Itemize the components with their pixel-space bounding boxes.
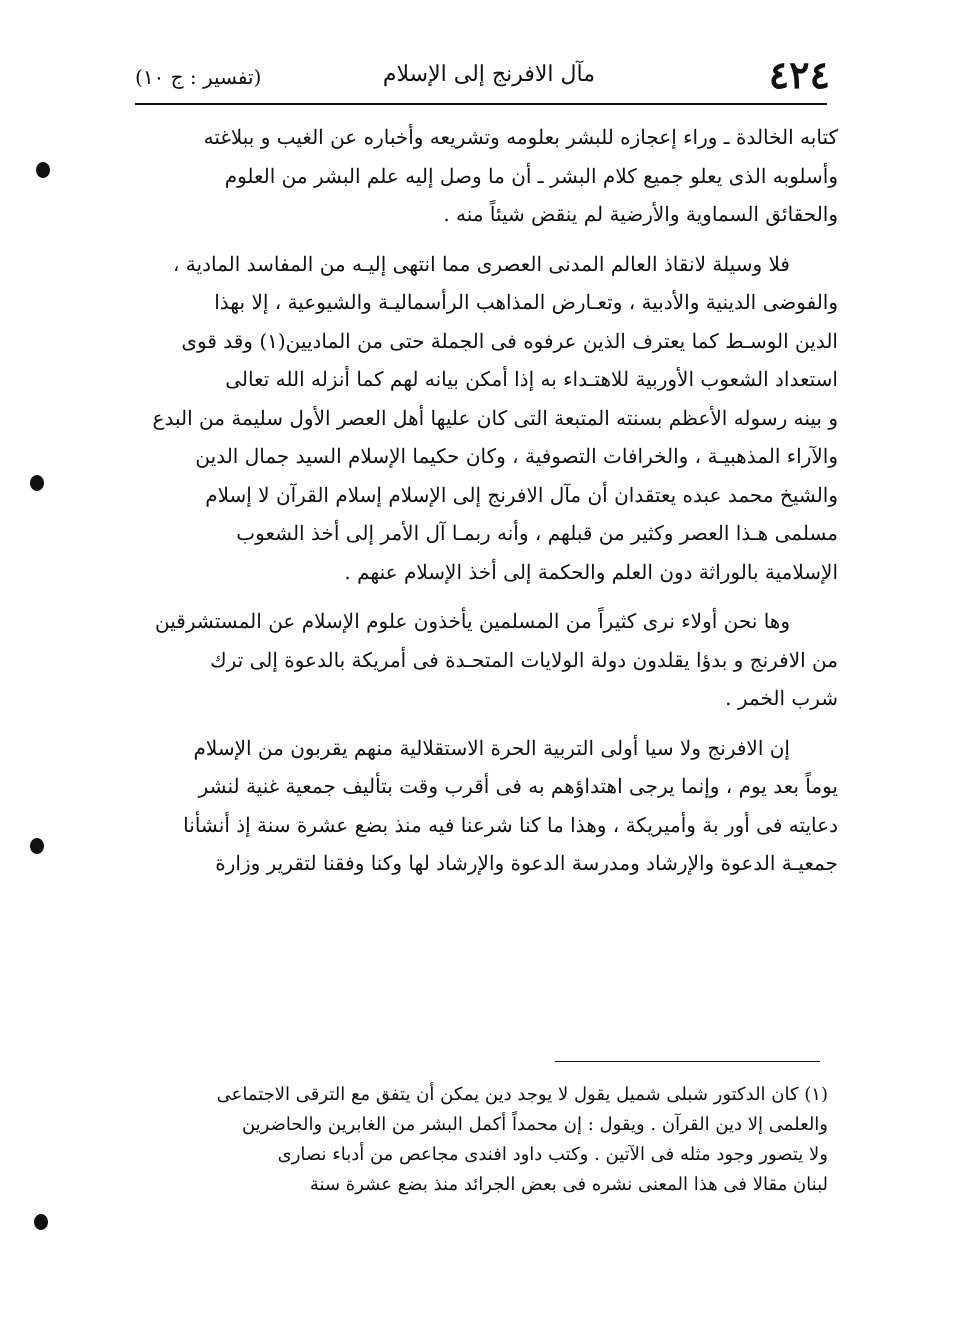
text-line: مسلمى هـذا العصر وكثير من قبلهم ، وأنه ربمـا آل الأمر إلى أخذ الشعوب: [236, 521, 838, 545]
footnote-line: (١) كان الدكتور شبلى شميل يقول لا يوجد دين يمكن أن يتفق مع الترقى الاجتماعى: [216, 1084, 828, 1105]
text-line: الدين الوسـط كما يعترف الذين عرفوه فى الجملة حتى من الماديين(١) وقد قوى: [181, 328, 838, 353]
volume-reference: (تفسير : ج ١٠): [135, 65, 262, 89]
text-line: إن الافرنج ولا سيا أولى التربية الحرة الاستقلالية منهم يقربون من الإسلام: [193, 735, 790, 760]
footnote-line: لبنان مقالا فى هذا المعنى نشره فى بعض الجرائد منذ بضع عشرة سنة: [309, 1174, 828, 1195]
binder-hole-mark: [34, 1214, 48, 1230]
text-line: وأسلوبه الذى يعلو جميع كلام البشر ـ أن ما وصل إليه علم البشر من العلوم: [224, 163, 838, 188]
footnote-line: والعلمى إلا دين القرآن . ويقول : إن محمداً أكمل البشر من الغابرين والحاضرين: [241, 1114, 828, 1135]
text-line: جمعيـة الدعوة والإرشاد ومدرسة الدعوة والإرشاد لها وكنا وفقنا لتقرير وزارة: [215, 851, 838, 875]
text-line: والآراء المذهبيـة ، والخرافات التصوفية ، وكان حكيما الإسلام السيد جمال الدين: [195, 444, 838, 468]
binder-hole-mark: [30, 475, 44, 491]
text-line: وها نحن أولاء نرى كثيراً من المسلمين يأخذون علوم الإسلام عن المستشرقين: [155, 609, 790, 633]
paragraph-4: [128, 729, 838, 883]
page-number: ٤٢٤: [768, 52, 830, 97]
paragraph-1: [128, 118, 838, 234]
text-line: شرب الخمر .: [725, 686, 838, 710]
paragraph-3: [128, 602, 838, 718]
text-line: و بينه رسوله الأعظم بسنته المتبعة التى كان عليها أهل العصر الأول سليمة من البدع: [152, 405, 838, 430]
text-line: والحقائق السماوية والأرضية لم ينقض شيئاً منه .: [443, 202, 838, 226]
running-title: مآل الافرنج إلى الإسلام: [382, 62, 595, 87]
text-line: من الافرنج و بدؤا يقلدون دولة الولايات المتحـدة فى أمريكة بالدعوة إلى ترك: [210, 647, 838, 672]
main-text: [128, 118, 838, 883]
text-line: يوماً بعد يوم ، وإنما يرجى اهتداؤهم به فى أقرب وقت بتأليف جمعية غنية لنشر: [198, 774, 838, 798]
footnote-rule: [555, 1061, 820, 1062]
text-line: الإسلامية بالوراثة دون العلم والحكمة إلى أخذ الإسلام عنهم .: [344, 559, 838, 584]
binder-hole-mark: [36, 162, 50, 178]
text-line: والفوضى الدينية والأدبية ، وتعـارض المذاهب الرأسماليـة والشيوعية ، إلا بهذا: [214, 290, 838, 314]
footnote-line: ولا يتصور وجود مثله فى الآتين . وكتب داود افندى مجاعص من أدباء نصارى: [277, 1144, 828, 1165]
page-header: [135, 52, 830, 102]
text-line: دعايته فى أور بة وأميريكة ، وهذا ما كنا شرعنا فيه منذ بضع عشرة سنة إذ أنشأنا: [183, 812, 838, 837]
text-line: كتابه الخالدة ـ وراء إعجازه للبشر بعلومه وتشريعه وأخباره عن الغيب و ببلاغته: [203, 125, 838, 149]
footnote: [128, 1080, 828, 1200]
header-rule: [135, 103, 827, 105]
text-line: فلا وسيلة لانقاذ العالم المدنى العصرى مما انتهى إليـه من المفاسد المادية ،: [172, 251, 790, 276]
text-line: استعداد الشعوب الأوربية للاهتـداء به إذا أمكن بيانه لهم كما أنزله الله تعالى: [225, 367, 838, 391]
text-line: والشيخ محمد عبده يعتقدان أن مآل الافرنج إلى الإسلام إسلام القرآن لا إسلام: [205, 482, 838, 507]
binder-hole-mark: [30, 838, 44, 854]
paragraph-2: [128, 245, 838, 592]
